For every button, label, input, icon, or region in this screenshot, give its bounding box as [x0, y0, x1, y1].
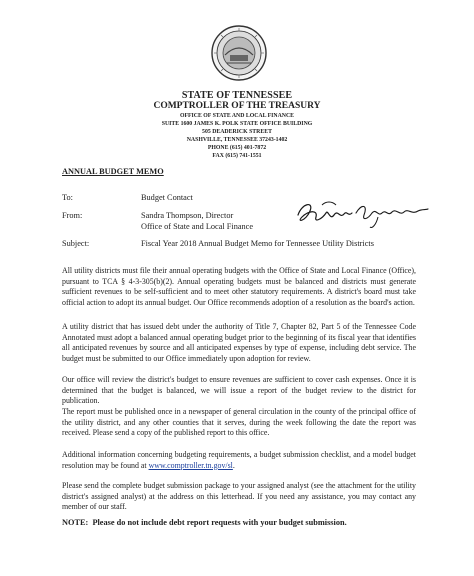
- subject-value: Fiscal Year 2018 Annual Budget Memo for Tennessee Utility Districts: [141, 239, 374, 248]
- office-name: COMPTROLLER OF THE TREASURY: [153, 101, 321, 111]
- body-paragraph-6: Please send the complete budget submission package to your assigned analyst (see the attachment for the utility district's assigned analyst) at the address on this letterhead. If you need any assistance, you may contact any member of our staff.: [62, 481, 416, 512]
- from-label: From:: [62, 211, 83, 220]
- comptroller-website-link[interactable]: www.comptroller.tn.gov/sl: [148, 460, 233, 470]
- from-name: Sandra Thompson, Director: [141, 211, 234, 220]
- note-text: Please do not include debt report requests with your budget submission.: [92, 518, 347, 527]
- note-label: NOTE:: [62, 518, 89, 527]
- letterhead-line-phone: PHONE (615) 401-7872: [207, 145, 267, 151]
- memo-title: ANNUAL BUDGET MEMO: [62, 167, 164, 176]
- to-label: To:: [62, 193, 73, 202]
- from-office: Office of State and Local Finance: [141, 222, 254, 231]
- letterhead-line-street: 505 DEADERICK STREET: [202, 129, 272, 135]
- paragraph-5-end: .: [232, 460, 235, 470]
- letterhead-line-fax: FAX (615) 741-1551: [212, 153, 262, 159]
- paragraph-5-text: Additional information concerning budgeting requirements, a budget submission checklist, and a model budget resolution may be found at: [62, 450, 416, 470]
- body-paragraph-4: The report must be published once in a newspaper of general circulation in the county of the principal office of the utility district, and any other counties that it serves, during the week following the date the report was received. Please send a copy of the published report to this office.: [62, 407, 416, 438]
- letterhead-line-suite: SUITE 1600 JAMES K. POLK STATE OFFICE BUILDING: [161, 121, 313, 127]
- body-paragraph-5: [62, 450, 416, 471]
- state-name: STATE OF TENNESSEE: [181, 90, 293, 101]
- to-value: Budget Contact: [141, 193, 193, 202]
- letterhead-line-city: NASHVILLE, TENNESSEE 37243-1402: [186, 137, 288, 143]
- subject-label: Subject:: [62, 239, 90, 248]
- body-paragraph-2: A utility district that has issued debt under the authority of Title 7, Chapter 82, Part 5 of the Tennessee Code Annotated must adopt a balanced annual operating budget prior to the beginning of its fiscal year that identifies all anticipated revenues by source and all anticipated expenses by type of expense, including debt service. The budget must be submitted to our Office immediately upon adoption for review.: [62, 322, 416, 363]
- tennessee-state-seal: [211, 25, 267, 81]
- body-paragraph-1: All utility districts must file their annual operating budgets with the Office of State and Local Finance (Office), pursuant to TCA § 4-3-305(b)(2). Annual operating budgets must be balanced and districts must generate sufficient revenues to be self-sufficient and to meet other statutory requirements. A district's board must take official action to adopt its annual budget. Our Office recommends adoption of a resolution as the board's action.: [62, 266, 416, 307]
- signature: [292, 197, 432, 231]
- letterhead-line-office: OFFICE OF STATE AND LOCAL FINANCE: [179, 113, 295, 119]
- body-paragraph-3: Our office will review the district's budget to ensure revenues are sufficient to cover cash expenses. Once it is determined that the budget is balanced, we will issue a report of the budget review to the district for publication.: [62, 375, 416, 406]
- note: [62, 518, 347, 527]
